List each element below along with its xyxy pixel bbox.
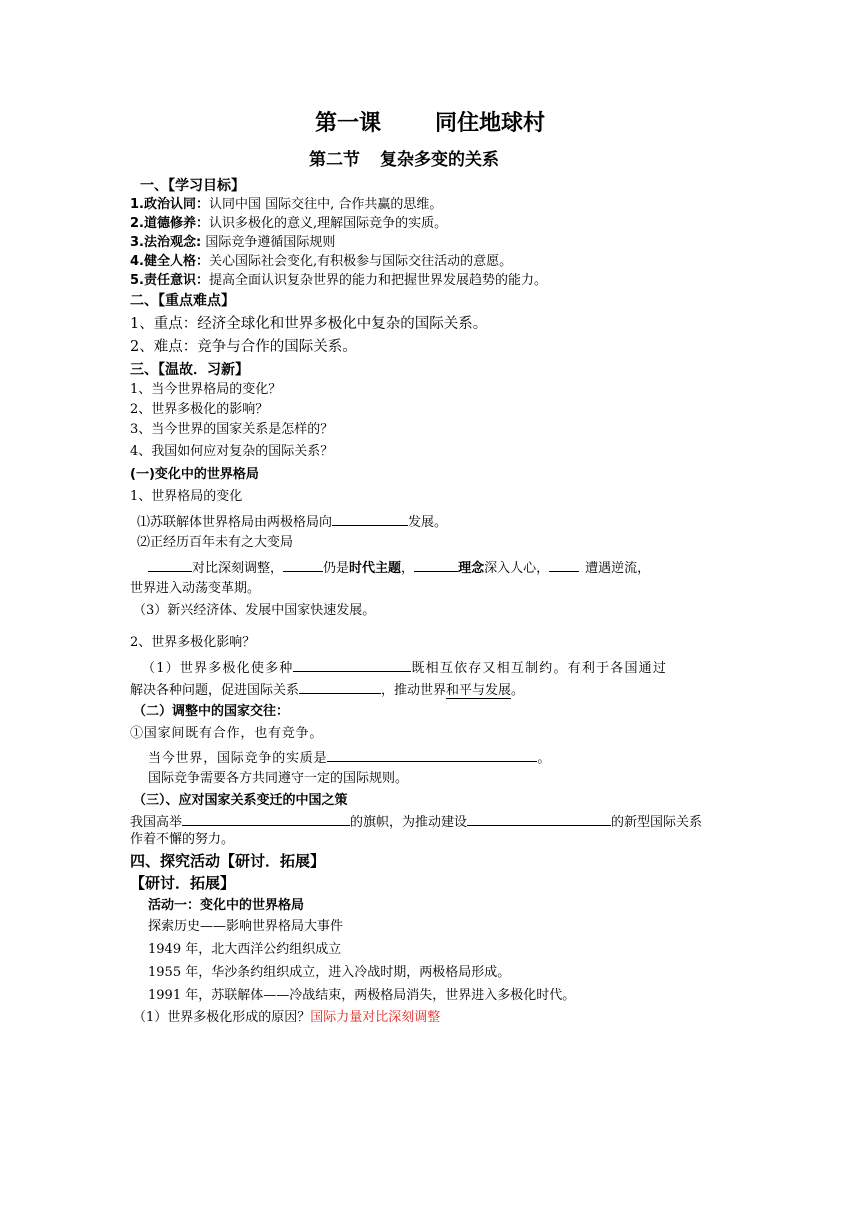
part1-line: 世界进入动荡变革期。 bbox=[130, 581, 261, 596]
fill-blank[interactable] bbox=[283, 558, 323, 572]
goal-item: 4.健全人格：关心国际社会变化,有积极参与国际交往活动的意愿。 bbox=[130, 254, 513, 269]
fill-blank[interactable] bbox=[148, 558, 192, 572]
fill-blank[interactable] bbox=[182, 812, 350, 826]
part2-line: 国际竞争需要各方共同遵守一定的国际规则。 bbox=[148, 771, 409, 786]
explore-line: 探索历史——影响世界格局大事件 bbox=[148, 919, 344, 934]
keypoints-heading: 二、【重点难点】 bbox=[130, 293, 235, 309]
part1-line: ⑵正经历百年未有之大变局 bbox=[137, 535, 294, 550]
goals-heading: 一、【学习目标】 bbox=[140, 178, 245, 194]
fill-blank[interactable] bbox=[293, 658, 411, 672]
review-question: 2、世界多极化的影响？ bbox=[130, 402, 269, 417]
answer-text: 国际力量对比深刻调整 bbox=[310, 1010, 441, 1025]
part1-line: （1）世界多极化使多种 既相互依存又相互制约。有利于各国通过 bbox=[142, 658, 667, 678]
review-question: 3、当今世界的国家关系是怎样的？ bbox=[130, 422, 334, 437]
fill-blank[interactable] bbox=[414, 558, 458, 572]
explore-heading: 四、探究活动【研讨．拓展】 bbox=[130, 852, 326, 870]
part1-sub2: 2、世界多极化影响？ bbox=[130, 635, 256, 650]
keypoint-item: 1、重点：经济全球化和世界多极化中复杂的国际关系。 bbox=[130, 316, 488, 332]
fill-blank[interactable] bbox=[549, 558, 579, 572]
part3-line: 作着不懈的努力。 bbox=[130, 832, 235, 847]
goal-item: 3.法治观念: 国际竞争遵循国际规则 bbox=[130, 235, 336, 250]
part2-heading: （二）调整中的国家交往： bbox=[133, 704, 290, 719]
part3-line: 我国高举 的旗帜，为推动建设 的新型国际关系 bbox=[130, 812, 702, 832]
keypoint-item: 2、难点：竞争与合作的国际关系。 bbox=[130, 339, 357, 355]
part1-line: ⑴苏联解体世界格局由两极格局向 发展。 bbox=[137, 512, 447, 532]
explore-question: （1）世界多极化形成的原因？国际力量对比深刻调整 bbox=[133, 1010, 441, 1025]
part1-sub1: 1、世界格局的变化 bbox=[130, 489, 243, 504]
explore-subheading: 【研讨．拓展】 bbox=[130, 874, 236, 892]
section-title bbox=[0, 149, 808, 171]
fill-blank[interactable] bbox=[467, 812, 611, 826]
part2-line: ①国家间既有合作，也有竞争。 bbox=[130, 726, 324, 741]
activity-title: 活动一：变化中的世界格局 bbox=[148, 898, 305, 913]
review-question: 4、我国如何应对复杂的国际关系？ bbox=[130, 444, 334, 459]
part3-heading: （三）、应对国家关系变迁的中国之策 bbox=[133, 793, 348, 808]
part1-line: （3）新兴经济体、发展中国家快速发展。 bbox=[133, 603, 376, 618]
part1-line: 解决各种问题，促进国际关系 ，推动世界和平与发展。 bbox=[130, 680, 524, 700]
lesson-number: 第一课 bbox=[314, 111, 381, 136]
review-question: 1、当今世界格局的变化？ bbox=[130, 382, 282, 397]
explore-line: 1949 年，北大西洋公约组织成立 bbox=[148, 942, 342, 957]
goal-item: 1.政治认同：认同中国 国际交往中, 合作共赢的思维。 bbox=[130, 197, 443, 212]
page-title bbox=[0, 110, 860, 138]
part2-line: 当今世界，国际竞争的实质是 。 bbox=[148, 748, 551, 768]
fill-blank[interactable] bbox=[299, 680, 381, 694]
part1-line: 对比深刻调整， 仍是时代主题， 理念深入人心， 遭遇逆流， bbox=[148, 558, 650, 578]
fill-blank[interactable] bbox=[327, 748, 537, 762]
section-number: 第二节 bbox=[309, 150, 360, 170]
goal-item: 5.责任意识：提高全面认识复杂世界的能力和把握世界发展趋势的能力。 bbox=[130, 273, 547, 288]
explore-line: 1955 年，华沙条约组织成立，进入冷战时期，两极格局形成。 bbox=[148, 965, 511, 980]
review-heading: 三、【温故．习新】 bbox=[130, 362, 249, 378]
fill-blank[interactable] bbox=[332, 512, 408, 526]
section-name: 复杂多变的关系 bbox=[380, 150, 499, 170]
part1-heading: (一)变化中的世界格局 bbox=[130, 467, 259, 482]
goal-item: 2.道德修养：认识多极化的意义,理解国际竞争的实质。 bbox=[130, 216, 448, 231]
explore-line: 1991 年，苏联解体——冷战结束，两极格局消失，世界进入多极化时代。 bbox=[148, 988, 576, 1003]
lesson-title: 同住地球村 bbox=[435, 111, 546, 136]
